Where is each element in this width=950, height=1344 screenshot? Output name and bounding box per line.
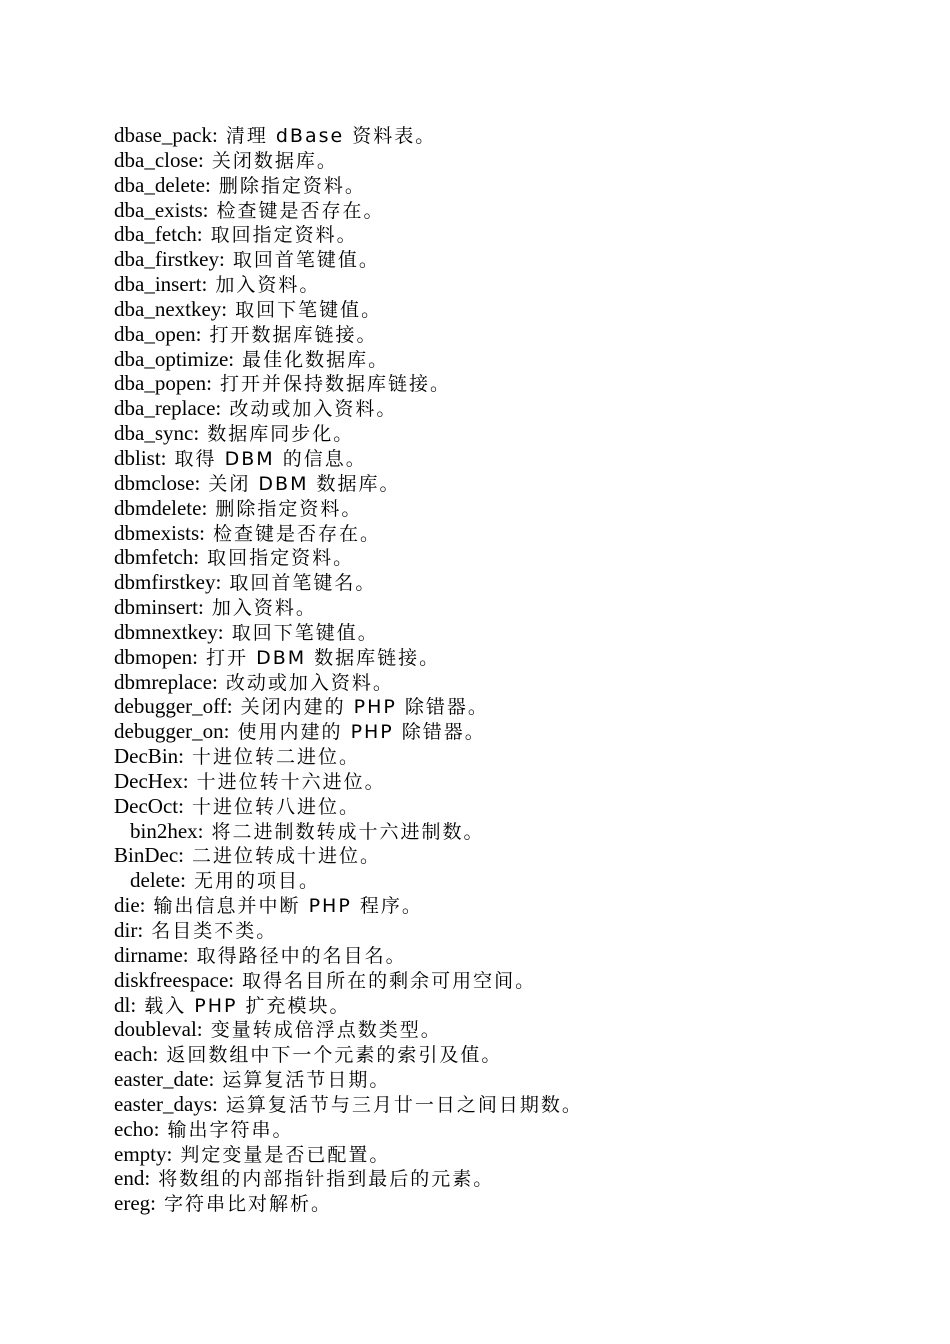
function-name: dblist: [114,445,167,470]
list-item [114,272,914,297]
function-name: dba_optimize: [114,346,235,371]
function-description: 十进位转八进位。 [183,795,361,818]
list-item [114,371,914,396]
function-name: debugger_on: [114,719,230,744]
function-name: dba_sync: [114,421,200,446]
list-item [114,446,914,471]
list-item [114,620,914,645]
list-item [114,1142,914,1167]
function-description: 数据库同步化。 [199,423,355,446]
function-name: BinDec: [114,843,184,868]
list-item [114,819,914,844]
function-description: 取回下笔键值。 [223,621,379,644]
list-item [114,893,914,918]
function-description: 输出字符串。 [159,1118,294,1141]
function-description: 加入资料。 [203,597,317,620]
list-item [114,297,914,322]
function-name: dl: [114,992,137,1017]
function-description: 使用内建的 PHP 除错器。 [229,721,486,744]
function-description: 十进位转二进位。 [183,746,361,769]
function-name: dba_firstkey: [114,247,225,272]
function-name: dba_close: [114,147,204,172]
function-description: 无用的项目。 [185,870,321,893]
function-name: dba_fetch: [114,222,203,247]
function-name: DecOct: [114,793,184,818]
function-name: dbmopen: [114,644,198,669]
function-description: 删除指定资料。 [207,497,363,520]
function-name: dbmclose: [114,470,201,495]
function-description: 关闭内建的 PHP 除错器。 [232,696,489,719]
list-item [114,521,914,546]
function-description: 名目类不类。 [143,920,278,942]
list-item [114,968,914,993]
function-list [114,123,914,1216]
list-item [114,918,914,943]
function-description: 取回指定资料。 [202,224,358,247]
function-description: 关闭 DBM 数据库。 [200,472,401,495]
list-item [114,496,914,521]
function-description: 最佳化数据库。 [234,348,390,371]
function-description: 字符串比对解析。 [155,1193,333,1216]
list-item [114,1166,914,1191]
function-name: dba_open: [114,321,202,346]
list-item [114,1092,914,1117]
list-item [114,396,914,421]
list-item [114,222,914,247]
function-name: dbmfirstkey: [114,570,222,595]
list-item [114,1117,914,1142]
function-name: dbmfetch: [114,545,200,570]
function-name: doubleval: [114,1017,203,1042]
function-name: delete: [130,868,186,893]
function-description: 十进位转十六进位。 [188,770,386,793]
function-description: 取得 DBM 的信息。 [166,447,367,470]
function-name: dbmreplace: [114,669,218,694]
list-item [114,1067,914,1092]
function-description: 取回首笔键值。 [224,249,380,272]
list-item [114,595,914,620]
list-item [114,694,914,719]
function-description: 取得路径中的名目名。 [188,944,407,967]
function-description: 输出信息并中断 PHP 程序。 [145,895,423,918]
function-name: dbminsert: [114,595,204,620]
function-description: 取得名目所在的剩余可用空间。 [234,969,537,992]
list-item [114,247,914,272]
function-name: dba_popen: [114,371,212,396]
function-description: 运算复活节与三月廿一日之间日期数。 [217,1093,583,1116]
list-item [114,545,914,570]
function-name: diskfreespace: [114,967,235,992]
function-name: dir: [114,918,144,942]
function-name: DecHex: [114,768,189,793]
function-name: dirname: [114,942,189,967]
function-description: 运算复活节日期。 [214,1069,391,1092]
function-description: 将数组的内部指针指到最后的元素。 [150,1168,495,1191]
function-name: dbase_pack: [114,123,218,147]
function-name: die: [114,893,146,918]
function-description: 打开 DBM 数据库链接。 [198,646,441,669]
list-item [114,1191,914,1216]
function-description: 返回数组中下一个元素的索引及值。 [158,1044,503,1067]
function-description: 打开并保持数据库链接。 [211,373,452,396]
function-name: echo: [114,1116,160,1141]
function-name: ereg: [114,1191,156,1216]
function-description: 载入 PHP 扩充模块。 [136,994,351,1017]
function-description: 加入资料。 [207,274,321,297]
function-description: 关闭数据库。 [203,149,338,172]
list-item [114,421,914,446]
list-item [114,148,914,173]
function-description: 改动或加入资料。 [217,671,394,694]
function-description: 检查键是否存在。 [208,199,385,222]
function-description: 判定变量是否已配置。 [172,1143,391,1166]
function-name: easter_days: [114,1091,218,1116]
list-item [114,1017,914,1042]
list-item [114,794,914,819]
list-item [114,943,914,968]
function-name: dba_exists: [114,197,209,222]
function-name: debugger_off: [114,694,233,719]
function-description: 删除指定资料。 [210,174,366,197]
function-description: 取回下笔键值。 [227,298,383,321]
list-item [114,123,914,148]
list-item [114,198,914,223]
function-description: 取回指定资料。 [199,547,355,570]
function-description: 变量转成倍浮点数类型。 [202,1019,442,1042]
list-item [114,769,914,794]
list-item [114,868,914,893]
function-name: dbmnextkey: [114,619,224,644]
function-name: end: [114,1166,151,1191]
list-item [114,173,914,198]
function-name: dba_insert: [114,272,208,297]
list-item [114,993,914,1018]
list-item [114,670,914,695]
function-description: 取回首笔键名。 [221,572,377,595]
function-description: 二进位转成十进位。 [183,845,382,868]
function-name: easter_date: [114,1067,215,1092]
list-item [114,347,914,372]
list-item [114,570,914,595]
function-name: dba_replace: [114,396,222,421]
function-description: 将二进制数转成十六进制数。 [203,820,485,843]
function-name: dbmexists: [114,520,206,545]
function-name: dbmdelete: [114,495,208,520]
function-name: bin2hex: [130,818,204,843]
function-description: 清理 dBase 资料表。 [217,125,437,147]
function-name: empty: [114,1141,173,1166]
function-name: dba_nextkey: [114,296,228,321]
function-name: each: [114,1042,159,1067]
function-description: 检查键是否存在。 [205,522,382,545]
function-description: 改动或加入资料。 [221,398,398,421]
function-name: dba_delete: [114,172,211,197]
list-item [114,719,914,744]
list-item [114,645,914,670]
list-item [114,843,914,868]
function-name: DecBin: [114,744,184,769]
list-item [114,744,914,769]
function-description: 打开数据库链接。 [201,323,378,346]
list-item [114,322,914,347]
list-item [114,1042,914,1067]
list-item [114,471,914,496]
